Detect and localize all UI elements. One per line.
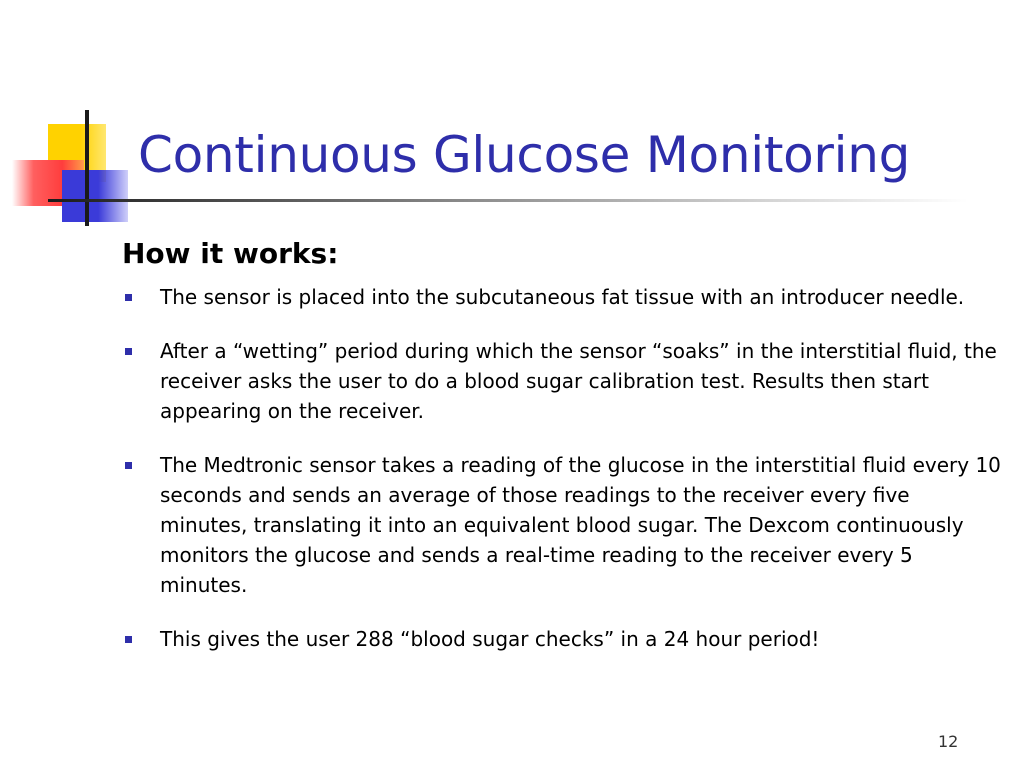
page-number: 12 <box>938 732 959 751</box>
logo-vertical-line <box>85 110 89 226</box>
bullet-item <box>122 282 1002 312</box>
bullet-text: After a “wetting” period during which the sensor “soaks” in the interstitial fluid, the receiver asks the user to do a blood sugar calibration test. Results then start appearing on the receiver. <box>160 339 997 423</box>
section-heading: How it works: <box>122 237 339 270</box>
bullet-list <box>122 282 1002 678</box>
slide-title: Continuous Glucose Monitoring <box>138 126 911 184</box>
logo-blue-square <box>62 170 128 222</box>
title-underline <box>48 199 968 202</box>
bullet-text: The Medtronic sensor takes a reading of the glucose in the interstitial fluid every 10 seconds and sends an average of those readings to the receiver every five minutes, translating it into an equivalent blood sugar. The Dexcom continuously monitors the glucose and sends a real-time reading to the receiver every 5 minutes. <box>160 453 1001 597</box>
bullet-text: The sensor is placed into the subcutaneous fat tissue with an introducer needle. <box>160 285 965 309</box>
square-bullet-icon <box>125 636 132 643</box>
bullet-item <box>122 450 1002 600</box>
bullet-text: This gives the user 288 “blood sugar checks” in a 24 hour period! <box>160 627 820 651</box>
square-bullet-icon <box>125 294 132 301</box>
bullet-item <box>122 624 1002 654</box>
bullet-item <box>122 336 1002 426</box>
square-bullet-icon <box>125 462 132 469</box>
square-bullet-icon <box>125 348 132 355</box>
